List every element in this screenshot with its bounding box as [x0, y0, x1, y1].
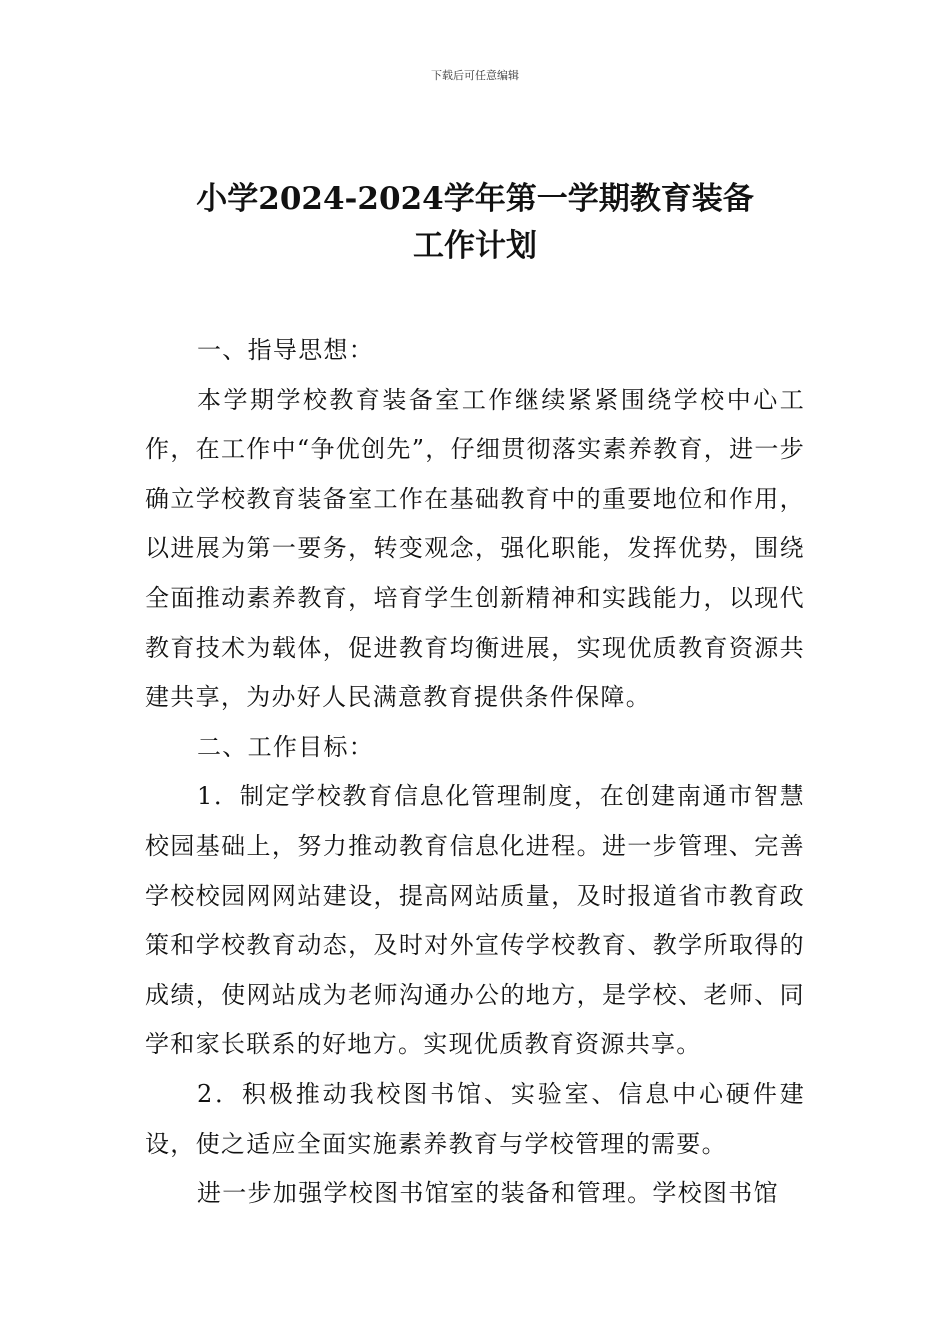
document-title — [0, 176, 950, 270]
title-line-2: 工作计划 — [413, 228, 537, 264]
title-line-1: 小学2024-2024学年第一学期教育装备 — [196, 181, 754, 217]
paragraph-library: 进一步加强学校图书馆室的装备和管理。学校图书馆 — [197, 1179, 779, 1208]
section-heading-guiding-ideology: 一、指导思想： — [197, 336, 375, 364]
document-body — [145, 326, 805, 1219]
paragraph-guiding-ideology: 本学期学校教育装备室工作继续紧紧围绕学校中心工作，在工作中“争优创先”，仔细贯彻落实素养教育，进一步确立学校教育装备室工作在基础教育中的重要地位和作用，以进展为第一要务，转变观念，强化职能，发挥优势，围绕全面推动素养教育，培育学生创新精神和实践能力，以现代教育技术为载体，促进教育均衡进展，实现优质教育资源共建共享，为办好人民满意教育提供条件保障。 — [145, 385, 805, 712]
header-note: 下载后可任意编辑 — [431, 69, 519, 82]
section-heading-work-goals: 二、工作目标： — [197, 732, 375, 761]
paragraph-goal-2: 2．积极推动我校图书馆、实验室、信息中心硬件建设，使之适应全面实施素养教育与学校管理的需要。 — [145, 1079, 805, 1158]
paragraph-goal-1: 1．制定学校教育信息化管理制度，在创建南通市智慧校园基础上，努力推动教育信息化进程。进一步管理、完善学校校园网网站建设，提高网站质量，及时报道省市教育政策和学校教育动态，及时对外宣传学校教育、教学所取得的成绩，使网站成为老师沟通办公的地方，是学校、老师、同学和家长联系的好地方。实现优质教育资源共享。 — [145, 782, 805, 1059]
